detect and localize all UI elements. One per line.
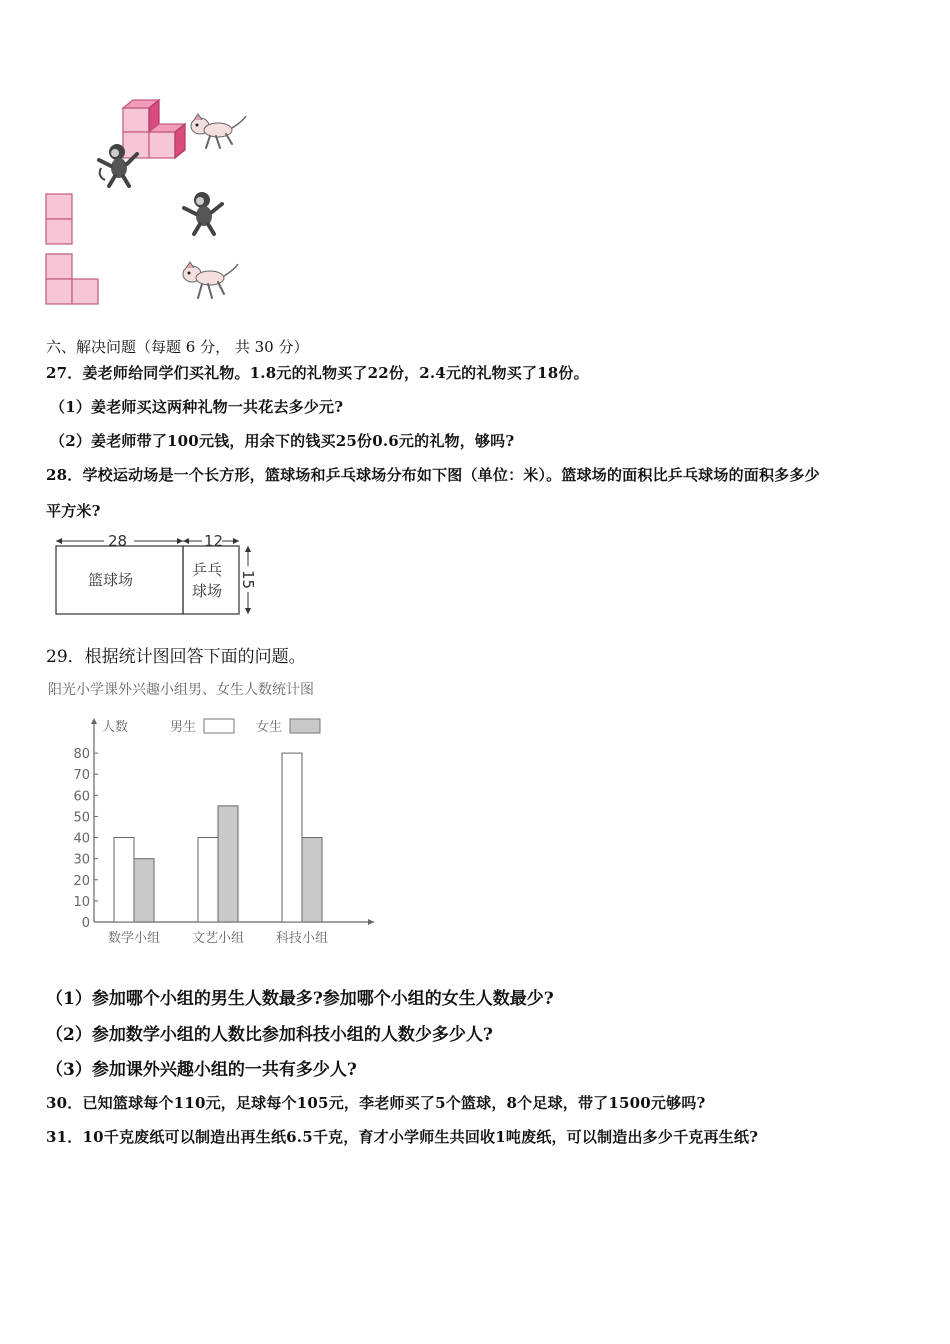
y-tick-label: 0 [81,916,90,931]
dim-12: 12 [204,532,224,550]
q27-sub2: （2）姜老师带了100元钱，用余下的钱买25份0.6元的礼物，够吗? [50,432,515,450]
dim-15: 15 [239,570,257,590]
basketball-label: 篮球场 [88,571,134,589]
field-diagram [50,530,265,620]
legend-label: 女生 [256,720,283,735]
cube-stack-illustration [85,90,260,190]
q31-text: 31．10千克废纸可以制造出再生纸6.5千克，育才小学师生共回收1吨废纸，可以制造出多少千克再生纸? [46,1128,759,1146]
x-tick-label: 文艺小组 [191,931,245,946]
dog-icon [191,114,246,148]
bar-男生-数学小组 [114,838,134,922]
view-two-stacked-squares [44,192,74,246]
q29-sub3: （3）参加课外兴趣小组的一共有多少人? [46,1060,357,1080]
chart-title: 阳光小学课外兴趣小组男、女生人数统计图 [48,682,314,698]
dog-icon [180,260,242,306]
bar-女生-数学小组 [134,859,154,922]
legend-label: 男生 [170,720,197,735]
chart-bars [114,753,322,922]
q29-sub2: （2）参加数学小组的人数比参加科技小组的人数少多少人? [46,1025,493,1045]
dim-28: 28 [108,532,128,550]
y-tick-label: 80 [73,747,90,763]
chart-x-labels [108,930,328,946]
chart-legend [170,719,320,735]
monkey-icon [180,190,228,238]
bar-女生-文艺小组 [218,806,238,922]
view-l-shaped-squares [44,252,100,306]
q28-line1: 28．学校运动场是一个长方形，篮球场和乒乓球场分布如下图（单位：米）。篮球场的面积比乒乓球场的面积多多少 [46,466,820,484]
section-heading: 六、解决问题（每题 6 分， 共 30 分） [46,338,309,356]
q29-sub1: （1）参加哪个小组的男生人数最多?参加哪个小组的女生人数最少? [46,989,554,1009]
q29-stem: 29．根据统计图回答下面的问题。 [46,647,306,667]
y-tick-label: 20 [73,873,90,889]
y-tick-label: 50 [73,810,90,826]
pingpong-court [183,546,239,614]
y-tick-label: 40 [73,831,90,847]
q27-sub1: （1）姜老师买这两种礼物一共花去多少元? [50,398,344,416]
y-tick-label: 10 [73,894,90,910]
y-tick-label: 70 [73,768,90,784]
y-axis-label: 人数 [102,720,129,735]
bar-男生-科技小组 [282,753,302,922]
x-tick-label: 数学小组 [107,931,161,946]
y-tick-label: 30 [73,852,90,868]
legend-swatch [204,719,234,733]
pink-cube-stack [123,100,185,158]
x-tick-label: 科技小组 [275,931,329,946]
bar-chart [44,674,384,954]
bar-男生-文艺小组 [198,838,218,922]
pingpong-label-1: 乒乓 [192,561,223,579]
q28-line2: 平方米? [46,502,101,520]
bar-女生-科技小组 [302,838,322,922]
legend-swatch [290,719,320,733]
q30-text: 30．已知篮球每个110元，足球每个105元，李老师买了5个篮球，8个足球，带了1500元够吗? [46,1094,706,1112]
y-tick-label: 60 [73,789,90,805]
pingpong-label-2: 球场 [192,582,223,600]
q27-stem: 27．姜老师给同学们买礼物。1.8元的礼物买了22份，2.4元的礼物买了18份。 [46,364,589,382]
